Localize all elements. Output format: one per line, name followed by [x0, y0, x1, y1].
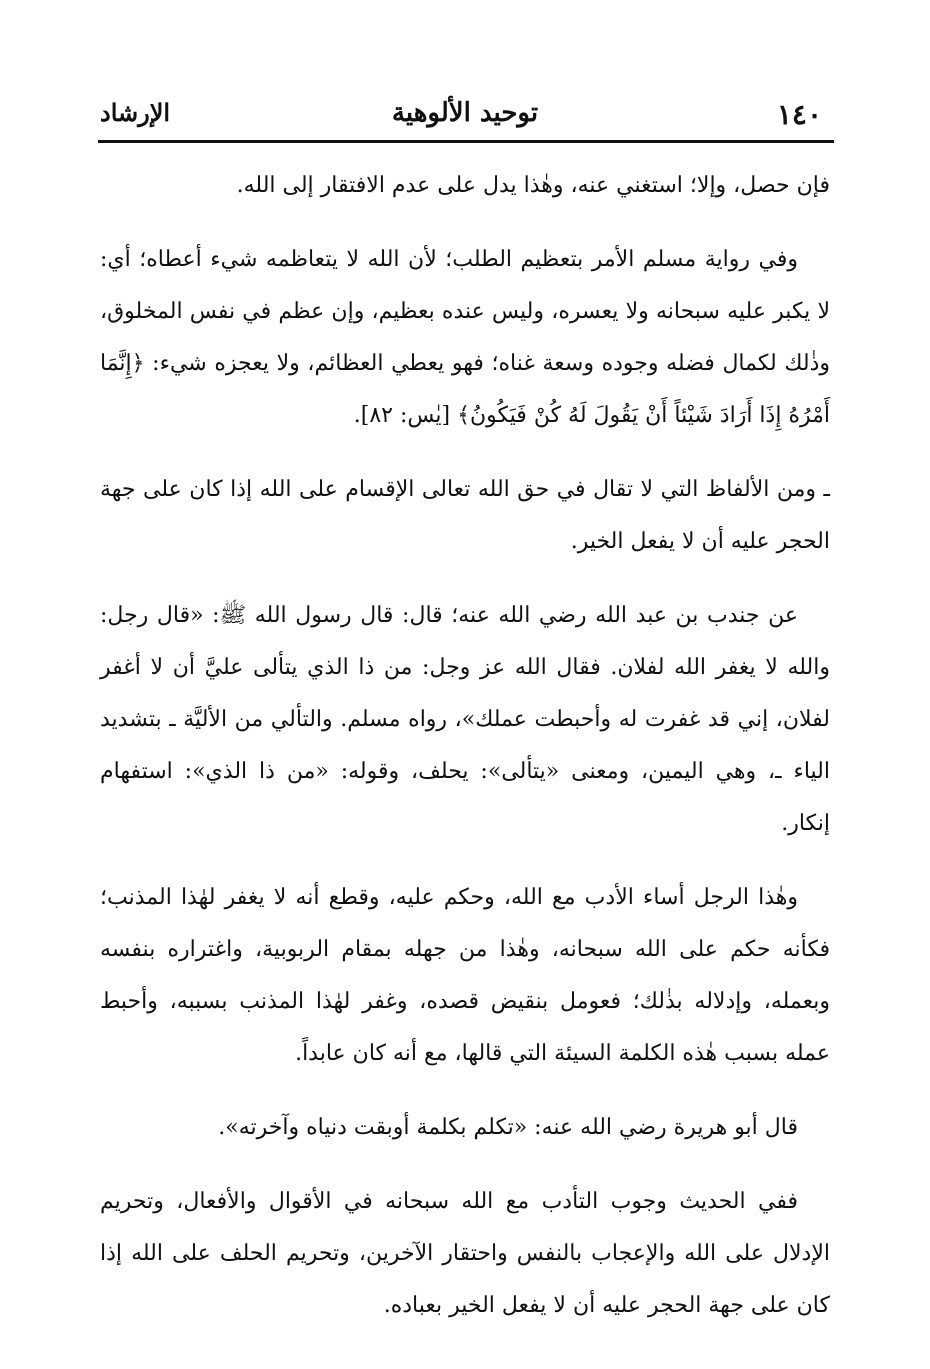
- paragraph-3: ـ ومن الألفاظ التي لا تقال في حق الله تعالى الإقسام على الله إذا كان على جهة الحجر عليه أن لا يفعل الخير.: [100, 477, 830, 554]
- paragraph-1: فإن حصل، وإلا؛ استغني عنه، وهٰذا يدل على عدم الافتقار إلى الله.: [236, 173, 830, 198]
- page-header: [100, 96, 830, 136]
- paragraph-5: وهٰذا الرجل أساء الأدب مع الله، وحكم عليه، وقطع أنه لا يغفر لهٰذا المذنب؛ فكأنه حكم على الله سبحانه، وهٰذا من جهله بمقام الربوبية، واغتراره بنفسه وبعمله، وإدلاله بذٰلك؛ فعومل بنقيض قصده، وغفر لهٰذا المذنب بسببه، وأحبط عمله بسبب هٰذه الكلمة السيئة التي قالها، مع أنه كان عابداً.: [100, 885, 830, 1066]
- paragraph-4: عن جندب بن عبد الله رضي الله عنه؛ قال: قال رسول الله ﷺ: «قال رجل: والله لا يغفر الله لفلان. فقال الله عز وجل: من ذا الذي يتألى عليَّ أن لا أغفر لفلان، إني قد غفرت له وأحبطت عملك»، رواه مسلم. والتألي من الأليَّة ـ بتشديد الياء ـ، وهي اليمين، ومعنى «يتألى»: يحلف، وقوله: «من ذا الذي»: استفهام إنكار.: [100, 603, 830, 836]
- paragraph-2: وفي رواية مسلم الأمر بتعظيم الطلب؛ لأن الله لا يتعاظمه شيء أعطاه؛ أي: لا يكبر عليه سبحانه ولا يعسره، وليس عنده بعظيم، وإن عظم في نفس المخلوق، وذٰلك لكمال فضله وجوده وسعة غناه؛ فهو يعطي العظائم، ولا يعجزه شيء: ﴿إِنَّمَا أَمْرُهُ إِذَا أَرَادَ شَيْئاً أَنْ يَقُولَ لَهُ كُنْ فَيَكُونُ﴾ [يٰس: ٨٢].: [100, 247, 830, 428]
- page-number: ١٤٠: [776, 98, 822, 131]
- document-body: [100, 160, 830, 1354]
- header-rule: [98, 140, 834, 143]
- paragraph-6: قال أبو هريرة رضي الله عنه: «تكلم بكلمة أوبقت دنياه وآخرته».: [218, 1115, 798, 1140]
- book-title: الإرشاد: [100, 98, 171, 127]
- page-title: توحيد الألوهية: [391, 98, 539, 128]
- paragraph-7: ففي الحديث وجوب التأدب مع الله سبحانه في الأقوال والأفعال، وتحريم الإدلال على الله والإعجاب بالنفس واحتقار الآخرين، وتحريم الحلف على الله إذا كان على جهة الحجر عليه أن لا يفعل الخير بعباده.: [100, 1189, 830, 1318]
